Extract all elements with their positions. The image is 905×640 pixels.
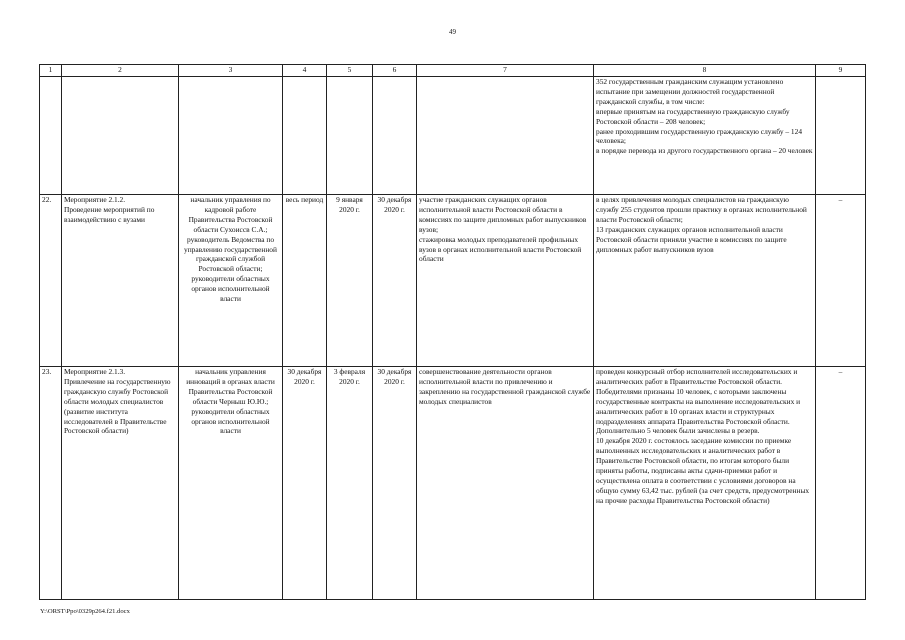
column-header: 8 <box>594 65 816 77</box>
end-date-cell <box>373 77 417 195</box>
note-cell <box>816 77 866 195</box>
note-cell: – <box>816 367 866 600</box>
table-row <box>40 77 866 195</box>
planned-result-cell <box>417 77 594 195</box>
table-row <box>40 195 866 367</box>
event-cell: Мероприятие 2.1.3. Привлечение на государственную гражданскую службу Ростовской области молодых специалистов (развитие института исследователей в Правительстве Ростовской области) <box>62 367 179 600</box>
actual-result-cell: в целях привлечения молодых специалистов на гражданскую службу 255 студентов прошли практику в органах исполнительной власти Ростовской области; 13 гражданских служащих органов исполнительной власти Ростовской области приняли участие в комиссиях по защите дипломных работ выпускников вузов <box>594 195 816 367</box>
responsible-cell <box>179 77 283 195</box>
start-date-cell: 9 января 2020 г. <box>327 195 373 367</box>
actual-result-cell: проведен конкурсный отбор исполнителей исследовательских и аналитических работ в Правительстве Ростовской области. Победителями признаны 10 человек, с которыми заключены государственные контракты на выполнение исследовательских и аналитических работ в 10 органах власти и структурных подразделениях аппарата Правительства Ростовской области. Дополнительно 5 человек были зачислены в резерв. 10 декабря 2020 г. состоялось заседание комиссии по приемке выполненных исследовательских и аналитических работ в Правительстве Ростовской области, по итогам которого были приняты работы, подписаны акты сдачи-приемки работ и осуществлена оплата в соответствии с условиями договоров на общую сумму 63,42 тыс. рублей (за счет средств, предусмотренных на прочие расходы Правительства Ростовской области) <box>594 367 816 600</box>
actual-result-cell: 352 государственным гражданским служащим установлено испытание при замещении должностей государственной гражданской службы, в том числе: впервые принятым на государственную гражданскую службу Ростовской области – 208 человек; ранее проходившим государственную гражданскую службу – 124 человека; в порядке перевода из другого государственного органа – 20 человек <box>594 77 816 195</box>
column-header: 4 <box>283 65 327 77</box>
column-header: 6 <box>373 65 417 77</box>
start-date-cell <box>327 77 373 195</box>
column-header-row <box>40 65 866 77</box>
column-header: 2 <box>62 65 179 77</box>
column-header: 7 <box>417 65 594 77</box>
responsible-cell: начальник управления по кадровой работе Правительства Ростовской области Сухоиссв С.А.; руководитель Ведомства по управлению государственной гражданской службой Ростовской области; руководители областных органов исполнительной власти <box>179 195 283 367</box>
event-cell: Мероприятие 2.1.2. Проведение мероприятий по взаимодействию с вузами <box>62 195 179 367</box>
page-number: 49 <box>449 28 456 36</box>
row-number <box>40 77 62 195</box>
table-row <box>40 367 866 600</box>
column-header: 1 <box>40 65 62 77</box>
planned-result-cell: участие гражданских служащих органов исполнительной власти Ростовской области в комиссиях по защите дипломных работ выпускников вузов; стажировка молодых преподавателей профильных вузов в органах исполнительной власти Ростовской области <box>417 195 594 367</box>
row-number: 23. <box>40 367 62 600</box>
period-cell: 30 декабря 2020 г. <box>283 367 327 600</box>
start-date-cell: 3 февраля 2020 г. <box>327 367 373 600</box>
column-header: 3 <box>179 65 283 77</box>
responsible-cell: начальник управления инноваций в органах власти Правительства Ростовской области Черныш Ю.Ю.; руководители областных органов исполнительной власти <box>179 367 283 600</box>
column-header: 5 <box>327 65 373 77</box>
report-table <box>39 64 866 600</box>
period-cell: весь период <box>283 195 327 367</box>
end-date-cell: 30 декабря 2020 г. <box>373 195 417 367</box>
period-cell <box>283 77 327 195</box>
planned-result-cell: совершенствование деятельности органов исполнительной власти по привлечению и закреплению на государственной гражданской службе молодых специалистов <box>417 367 594 600</box>
event-cell <box>62 77 179 195</box>
column-header: 9 <box>816 65 866 77</box>
document-file-path: Y:\ORST\Ppo\0329p264.f21.docx <box>40 608 130 615</box>
note-cell: – <box>816 195 866 367</box>
end-date-cell: 30 декабря 2020 г. <box>373 367 417 600</box>
row-number: 22. <box>40 195 62 367</box>
